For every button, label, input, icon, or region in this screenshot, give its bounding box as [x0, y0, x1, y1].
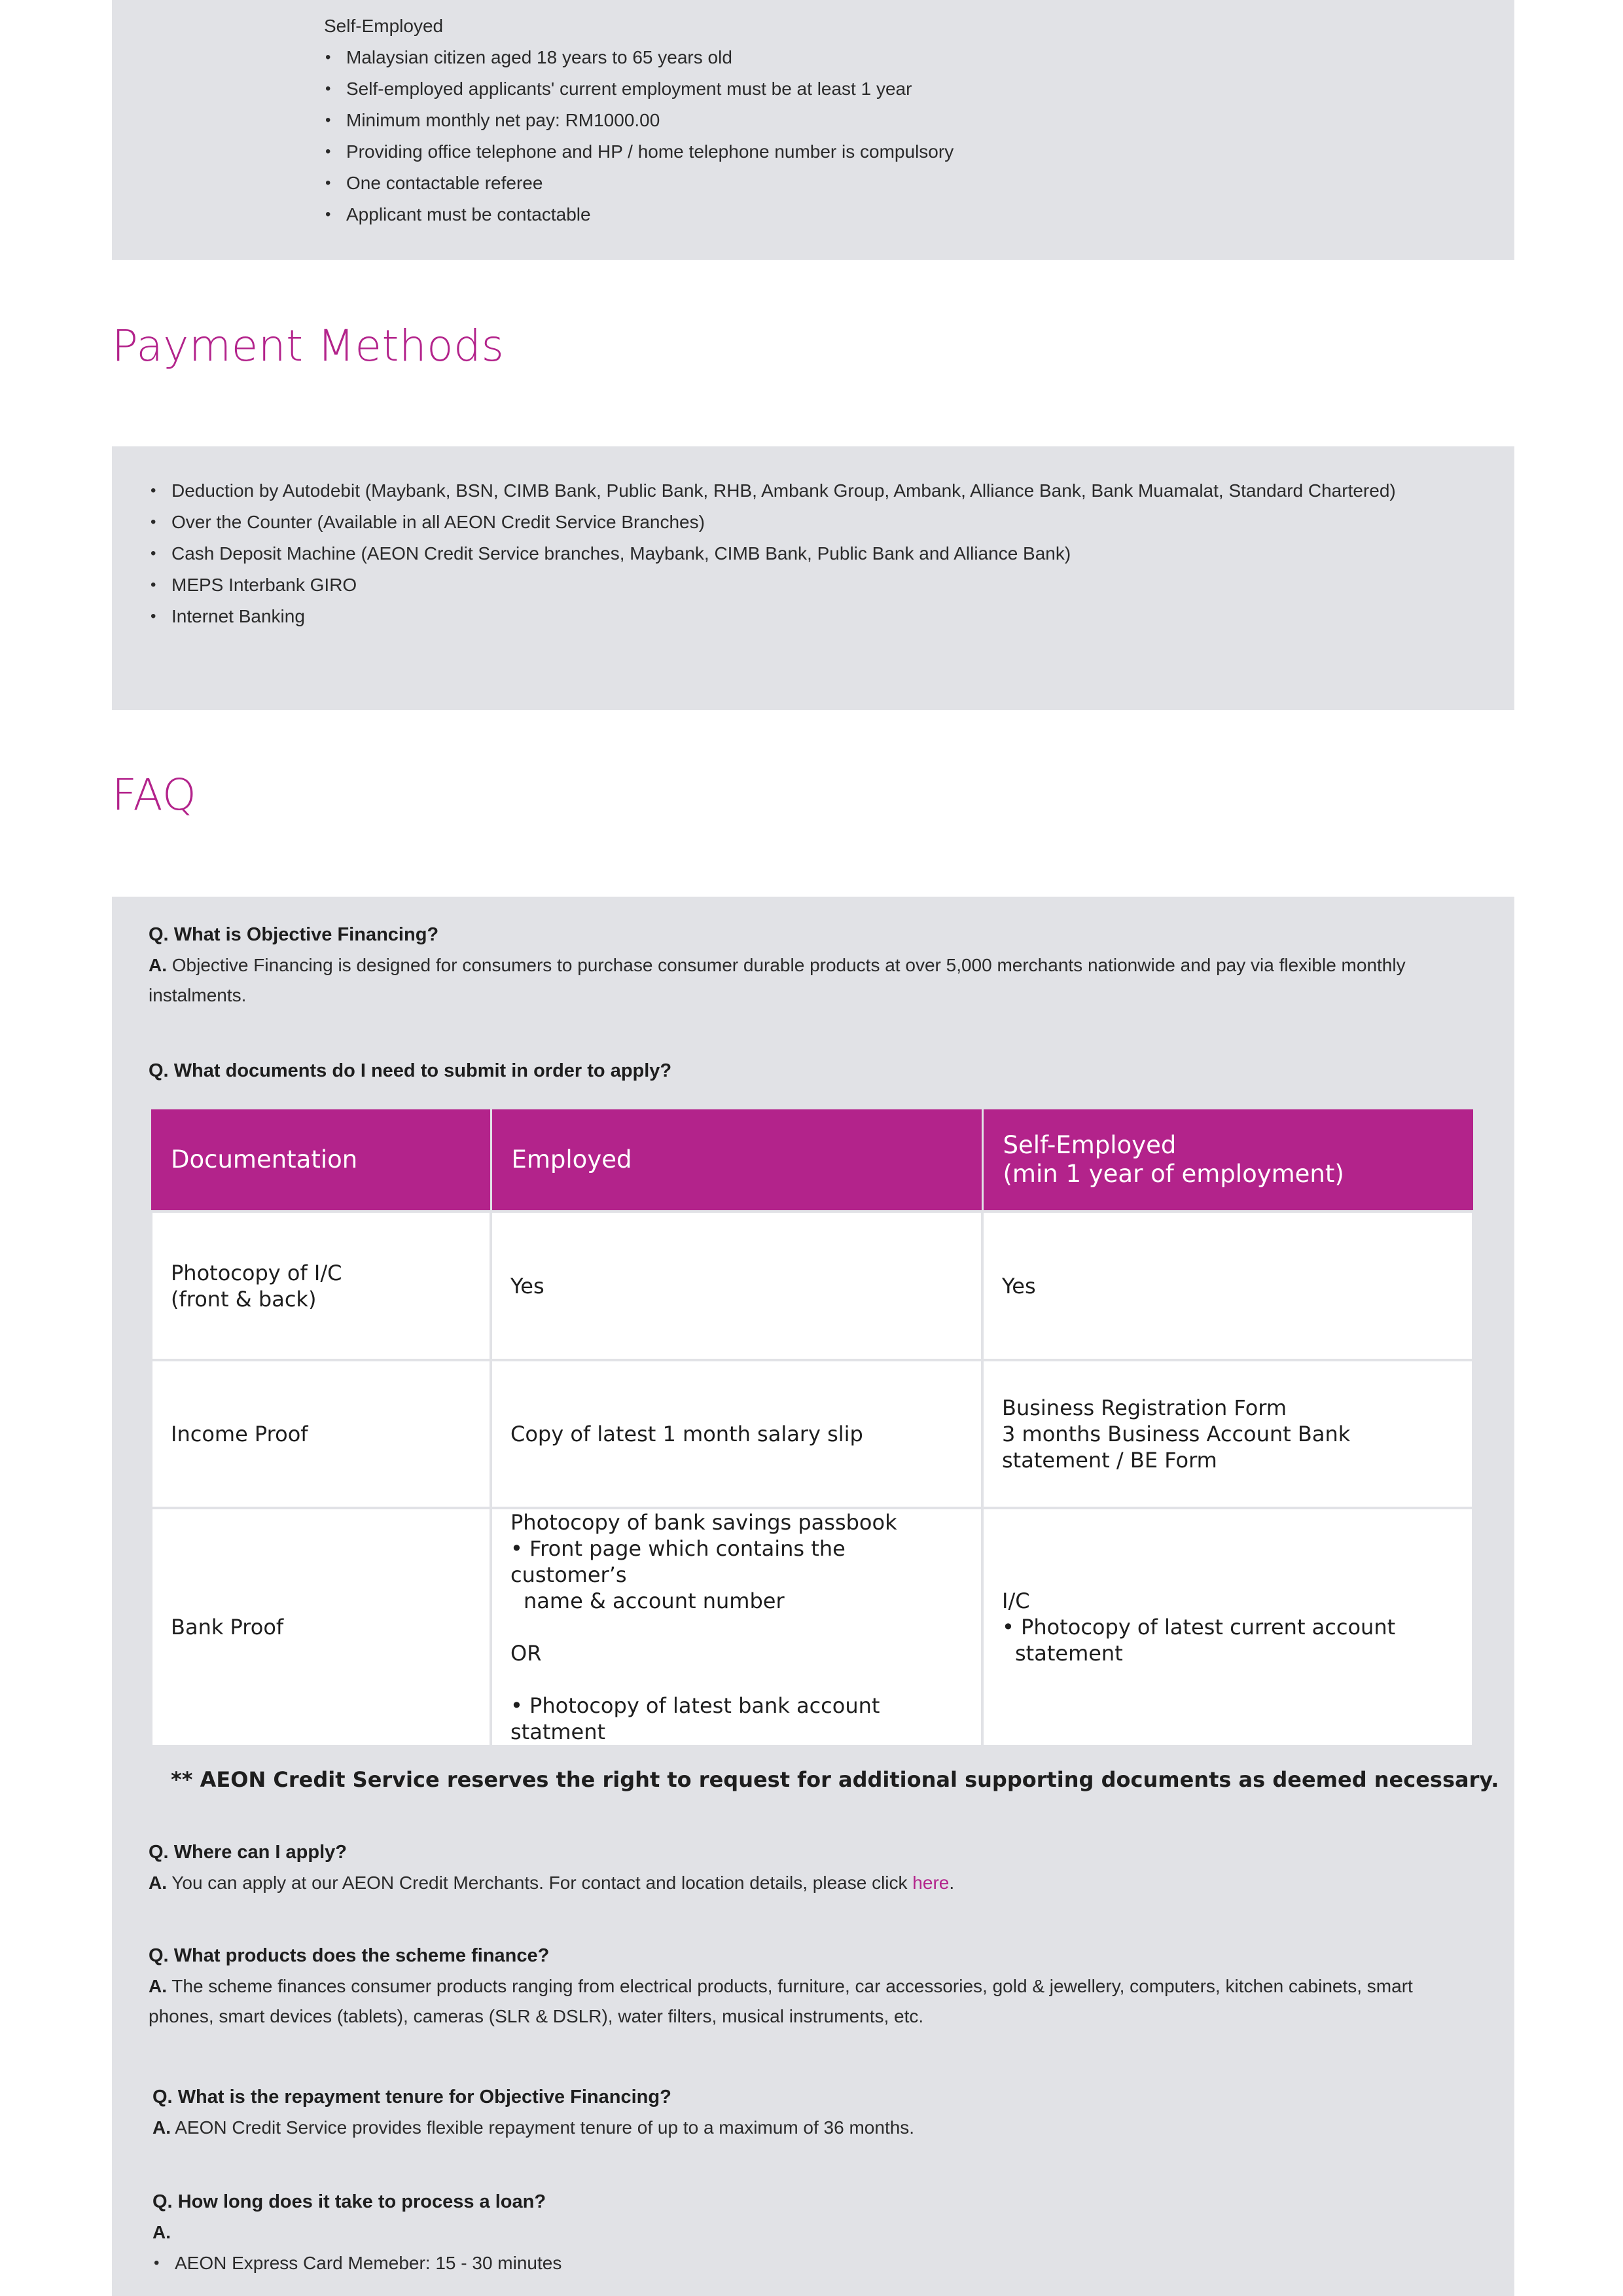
faq-q3 [149, 1837, 1477, 1898]
list-item: • Providing office telephone and HP / home telephone number is compulsory [324, 136, 954, 168]
table-cell: Copy of latest 1 month salary slip [491, 1360, 982, 1508]
payment-methods-list [149, 475, 1491, 632]
column-header: Employed [491, 1109, 982, 1211]
list-item: • Minimum monthly net pay: RM1000.00 [324, 105, 954, 136]
faq-question: Q. What is Objective Financing? [149, 924, 439, 945]
list-item: • Internet Banking [149, 601, 1491, 632]
list-item: • Malaysian citizen aged 18 years to 65 years old [324, 42, 954, 73]
table-cell: Photocopy of bank savings passbook • Front page which contains the customer’s name & account number OR • Photocopy of latest bank account statment [491, 1508, 982, 1746]
table-row [151, 1360, 1473, 1508]
faq-q5 [152, 2081, 1481, 2143]
column-header: Documentation [151, 1109, 491, 1211]
faq-q6 [152, 2186, 1481, 2279]
here-link[interactable]: here [912, 1873, 950, 1893]
faq-question: Q. What documents do I need to submit in order to apply? [149, 1060, 672, 1081]
faq-question: Q. Where can I apply? [149, 1842, 347, 1863]
table-cell: Bank Proof [151, 1508, 491, 1746]
list-item: • MEPS Interbank GIRO [149, 569, 1491, 601]
faq-question: Q. How long does it take to process a loan? [152, 2191, 546, 2212]
list-item: • One contactable referee [324, 168, 954, 199]
faq-answer-list [152, 2248, 1481, 2279]
table-cell: Yes [491, 1211, 982, 1360]
payment-methods-title: Payment Methods [112, 321, 505, 371]
documents-note: ** AEON Credit Service reserves the right to request for additional supporting documents as deemed necessary. [171, 1767, 1499, 1792]
list-item: • Deduction by Autodebit (Maybank, BSN, CIMB Bank, Public Bank, RHB, Ambank Group, Ambank, Alliance Bank, Bank Muamalat, Standard Chartered) [149, 475, 1491, 507]
eligibility-heading: Self-Employed [324, 16, 444, 36]
table-cell: Photocopy of I/C (front & back) [151, 1211, 491, 1360]
column-header: Self-Employed (min 1 year of employment) [982, 1109, 1473, 1211]
table-row [151, 1508, 1473, 1746]
list-item: • Cash Deposit Machine (AEON Credit Service branches, Maybank, CIMB Bank, Public Bank and Alliance Bank) [149, 538, 1491, 569]
list-item: • Applicant must be contactable [324, 199, 954, 230]
payment-methods-panel [112, 446, 1514, 710]
eligibility-content [324, 10, 954, 230]
table-cell: Income Proof [151, 1360, 491, 1508]
faq-answer: A. AEON Credit Service provides flexible repayment tenure of up to a maximum of 36 months. [152, 2117, 915, 2138]
faq-q1 [149, 919, 1477, 1011]
eligibility-list [324, 42, 954, 230]
faq-title: FAQ [112, 770, 197, 820]
list-item: • Over the Counter (Available in all AEON Credit Service Branches) [149, 507, 1491, 538]
faq-question: Q. What is the repayment tenure for Objective Financing? [152, 2087, 671, 2108]
table-row [151, 1211, 1473, 1360]
table-cell: Business Registration Form 3 months Business Account Bank statement / BE Form [982, 1360, 1473, 1508]
list-item: • Self-employed applicants' current employment must be at least 1 year [324, 73, 954, 105]
faq-question: Q. What products does the scheme finance? [149, 1945, 550, 1966]
faq-q4 [149, 1940, 1477, 2032]
faq-answer: A. Objective Financing is designed for consumers to purchase consumer durable products at over 5,000 merchants nationwide and pay via flexible monthly instalments. [149, 955, 1406, 1005]
table-cell: Yes [982, 1211, 1473, 1360]
faq-answer: A. The scheme finances consumer products ranging from electrical products, furniture, car accessories, gold & jewellery, computers, kitchen cabinets, smart phones, smart devices (tablets), cameras (SLR & DSLR), water filters, musical instruments, etc. [149, 1976, 1413, 2026]
documents-table [150, 1109, 1474, 1748]
faq-answer: A. You can apply at our AEON Credit Merchants. For contact and location details, please click here. [149, 1873, 955, 1893]
table-cell: I/C • Photocopy of latest current account statement [982, 1508, 1473, 1746]
table-header-row [151, 1109, 1473, 1211]
list-item: • AEON Express Card Memeber: 15 - 30 minutes [152, 2248, 1481, 2279]
faq-answer: A. [152, 2222, 171, 2242]
eligibility-panel [112, 0, 1514, 260]
